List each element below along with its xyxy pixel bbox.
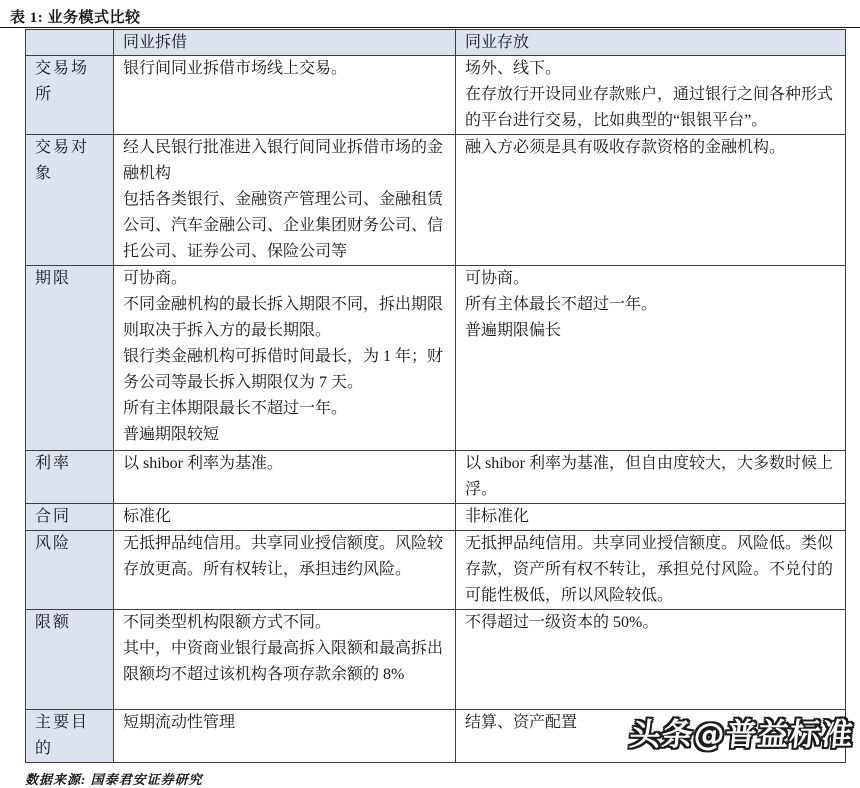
table-row (26, 610, 846, 710)
cell-lending (114, 610, 456, 710)
cell-lending (114, 266, 456, 451)
cell-deposit (456, 266, 846, 451)
header-cell-deposit: 同业存放 (456, 30, 846, 56)
cell-text: 所有主体最长不超过一年。 (465, 296, 658, 313)
cell-text: 可协商。 (465, 270, 530, 287)
cell-text: 不同金融机构的最长拆入期限不同，拆出期限则取决于拆入方的最长期限。 (123, 296, 444, 339)
cell-deposit (456, 504, 846, 531)
row-label: 期限 (26, 266, 114, 451)
cell-text: 以 shibor 利率为基准。 (123, 455, 284, 472)
page-title: 表 1: 业务模式比较 (10, 10, 141, 26)
cell-deposit (456, 451, 846, 504)
header-cell-empty (26, 30, 114, 56)
cell-text: 银行间同业拆借市场线上交易。 (123, 60, 348, 77)
table-row (26, 266, 846, 451)
cell-text: 经人民银行批准进入银行间同业拆借市场的金融机构 (123, 139, 444, 182)
cell-text: 其中，中资商业银行最高拆入限额和最高拆出限额均不超过该机构各项存款余额的 8% (123, 640, 444, 683)
cell-text: 普遍期限偏长 (465, 322, 562, 339)
row-label: 限额 (26, 610, 114, 710)
cell-text: 无抵押品纯信用。共享同业授信额度。风险低。类似存款，资产所有权不转让，承担兑付风险。不兑付的可能性极低，所以风险较低。 (465, 535, 834, 604)
cell-deposit (456, 56, 846, 135)
cell-deposit (456, 531, 846, 610)
watermark-toutiao: 头条@普益标准 (627, 717, 856, 753)
cell-text: 短期流动性管理 (123, 714, 236, 731)
cell-text: 以 shibor 利率为基准，但自由度较大，大多数时候上浮。 (465, 455, 834, 498)
header-cell-lending: 同业拆借 (114, 30, 456, 56)
cell-text: 融入方必须是具有吸收存款资格的金融机构。 (465, 139, 786, 156)
table-row (26, 531, 846, 610)
cell-lending (114, 135, 456, 266)
cell-text: 不同类型机构限额方式不同。 (123, 614, 332, 631)
cell-lending (114, 504, 456, 531)
table-row (26, 451, 846, 504)
cell-text: 可协商。 (123, 270, 188, 287)
table-title-bar (0, 0, 860, 28)
cell-text: 标准化 (123, 508, 172, 525)
cell-text: 所有主体期限最长不超过一年。 (123, 400, 348, 417)
comparison-table (25, 29, 846, 763)
cell-text: 非标准化 (465, 508, 530, 525)
data-source-note: 数据来源: 国泰君安证券研究 (25, 772, 203, 787)
cell-text: 普遍期限较短 (123, 426, 220, 443)
row-label: 主要目的 (26, 710, 114, 763)
cell-text: 在存放行开设同业存款账户，通过银行之间各种形式的平台进行交易，比如典型的“银银平台”。 (465, 86, 834, 129)
cell-text: 不得超过一级资本的 50%。 (465, 614, 659, 631)
cell-lending (114, 451, 456, 504)
cell-lending (114, 710, 456, 763)
table-row (26, 135, 846, 266)
cell-text: 场外、线下。 (465, 60, 562, 77)
cell-text: 结算、资产配置 (465, 714, 578, 731)
cell-lending (114, 531, 456, 610)
cell-lending (114, 56, 456, 135)
row-label: 风险 (26, 531, 114, 610)
row-label: 交易对象 (26, 135, 114, 266)
row-label: 合同 (26, 504, 114, 531)
cell-text: 无抵押品纯信用。共享同业授信额度。风险较存放更高。所有权转让，承担违约风险。 (123, 535, 444, 578)
table-row (26, 504, 846, 531)
cell-deposit (456, 135, 846, 266)
header-row (26, 30, 846, 56)
table-row (26, 56, 846, 135)
cell-deposit (456, 610, 846, 710)
row-label: 利率 (26, 451, 114, 504)
row-label: 交易场所 (26, 56, 114, 135)
cell-text: 包括各类银行、金融资产管理公司、金融租赁公司、汽车金融公司、企业集团财务公司、信托公司、证券公司、保险公司等 (123, 191, 444, 260)
cell-text: 银行类金融机构可拆借时间最长，为 1 年；财务公司等最长拆入期限仅为 7 天。 (123, 348, 444, 391)
